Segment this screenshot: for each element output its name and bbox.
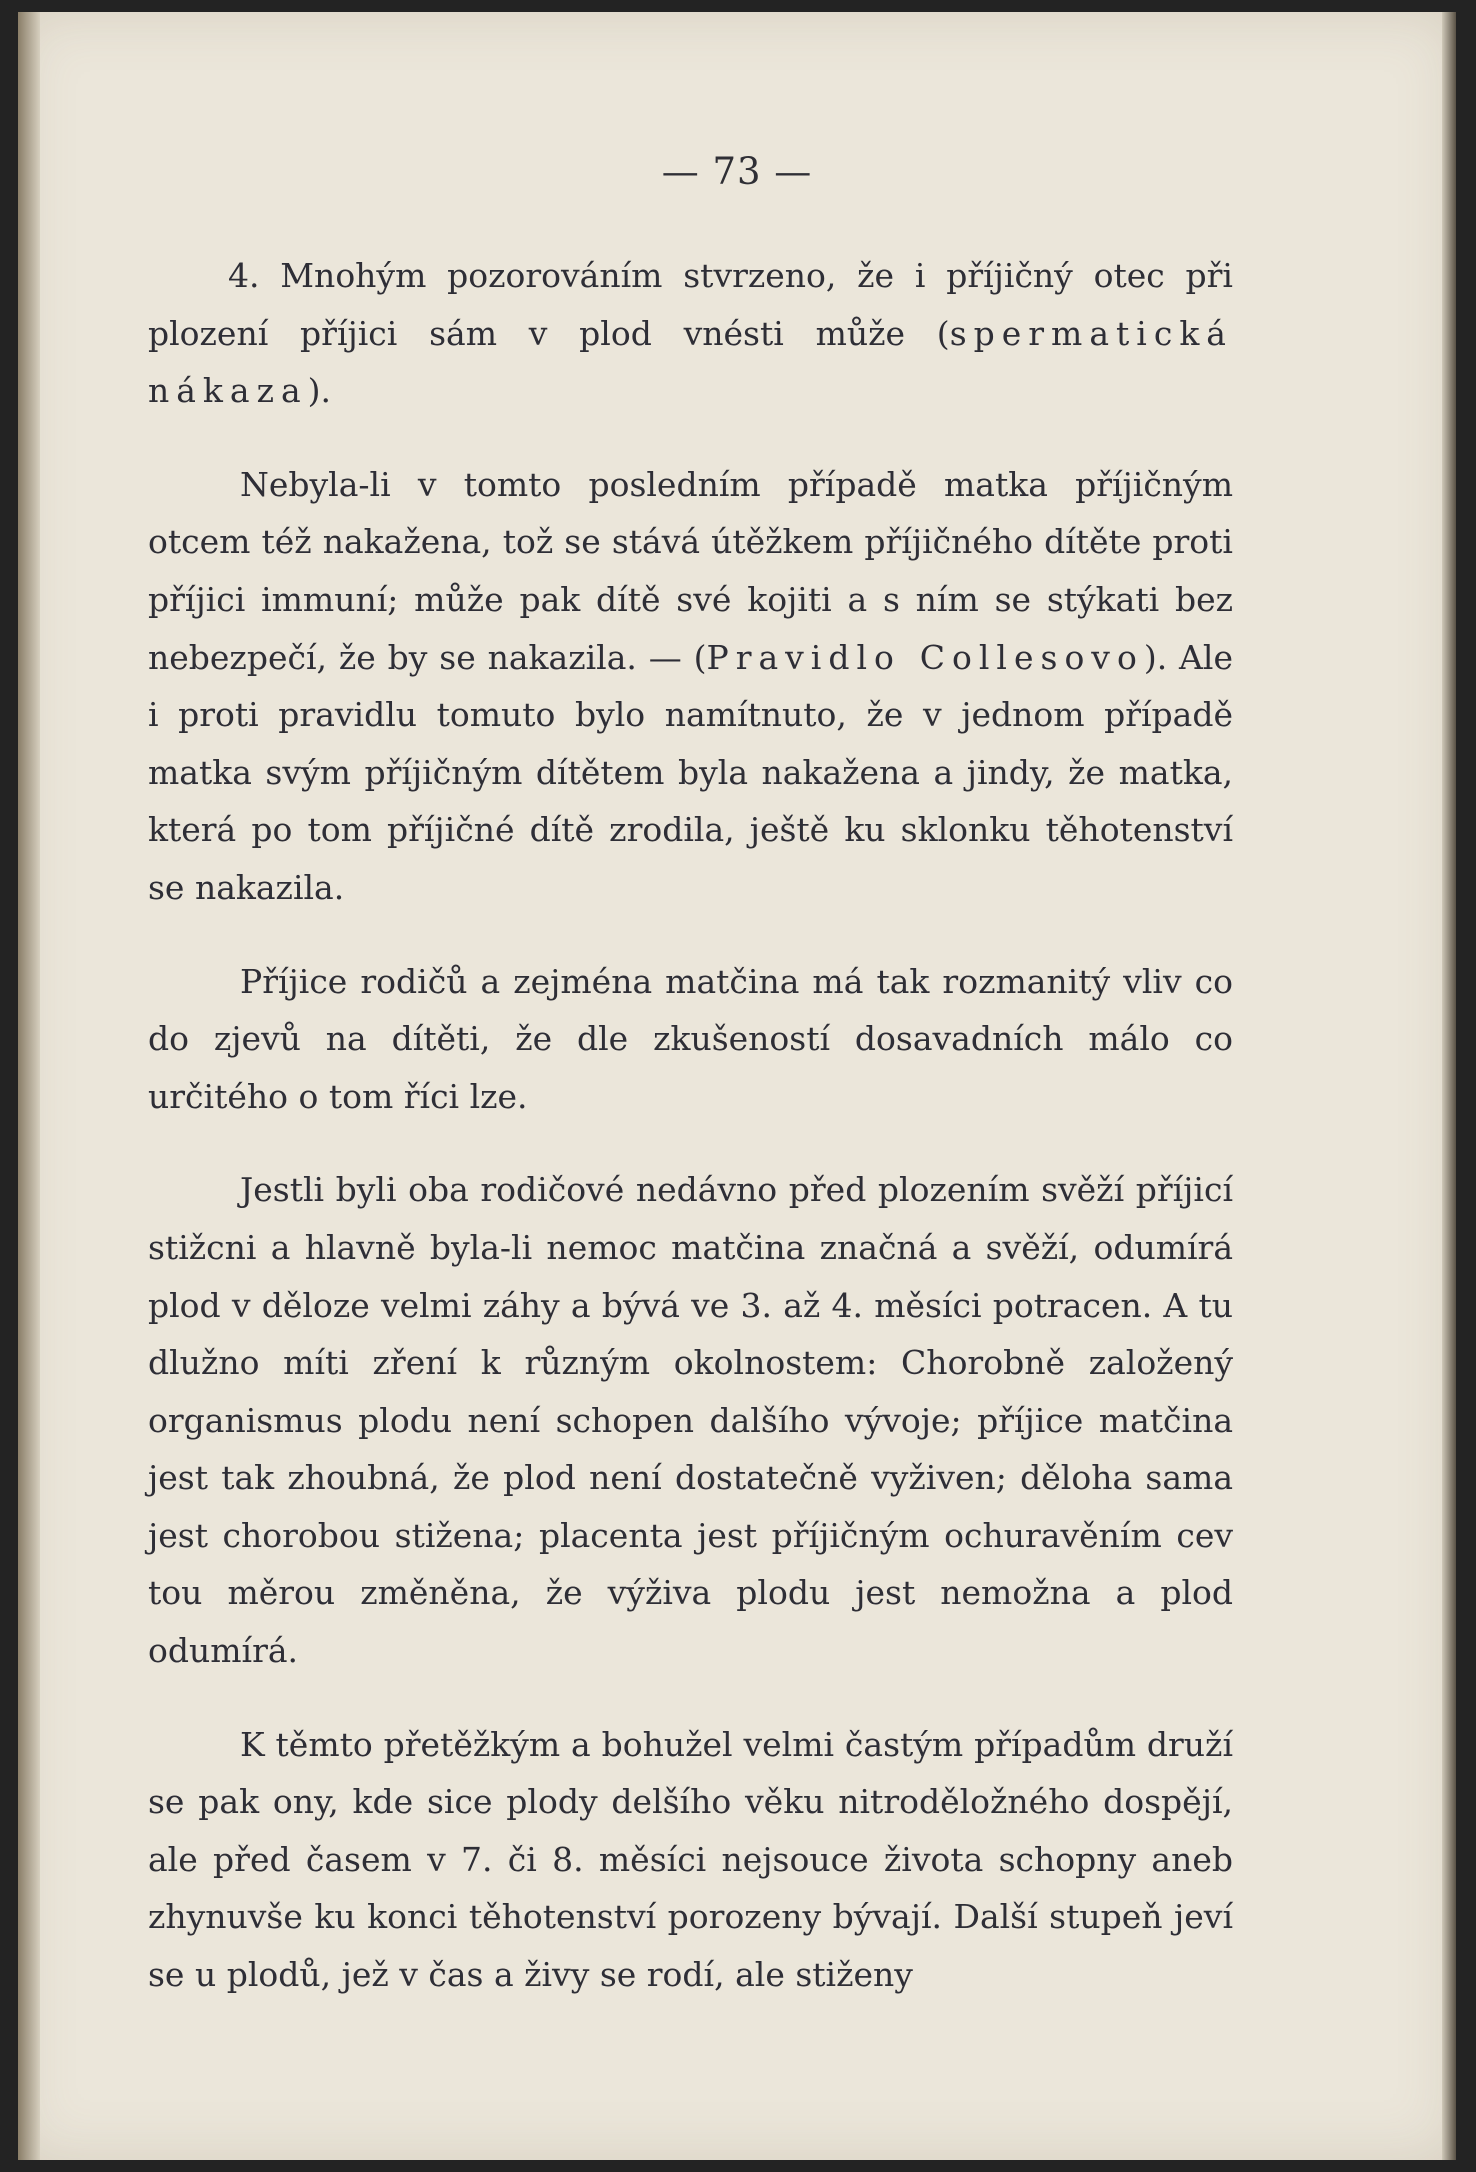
paragraph-4: Jestli byli oba rodičové nedávno před plozením svěží příjicí stižcni a hlavně byla-li nemoc matčina značná a svěží, odumírá plod v děloze velmi záhy a bývá ve 3. až 4. měsíci potracen. A tu dlužno míti zření k různým okolnostem: Chorobně založený organismus plodu není schopen dalšího vývoje; příjice matčina jest tak zhoubná, že plod není dostatečně vyživen; děloha sama jest chorobou stižena; placenta jest příjičným ochuravěním cev tou měrou změněna, že výživa plodu jest nemožna a plod odumírá. bbox=[148, 1170, 1233, 1671]
page-gutter bbox=[18, 12, 40, 2160]
body-text bbox=[148, 247, 1233, 2004]
paragraph-3: Příjice rodičů a zejména matčina má tak rozmanitý vliv co do zjevů na dítěti, že dle zkušeností dosavadních málo co určitého o tom říci lze. bbox=[148, 961, 1233, 1116]
paragraph-1 bbox=[148, 247, 1233, 420]
book-page bbox=[18, 12, 1456, 2160]
paragraph-1-text: 4. Mnohým pozorováním stvrzeno, že i příjičný otec při plození příjici sám v plod vnésti může ( bbox=[148, 256, 1233, 353]
paragraph-1-end: ). bbox=[307, 371, 332, 411]
paragraph-2-end: ). Ale i proti pravidlu tomuto bylo namítnuto, že v jednom případě matka svým příjičným dítětem byla nakažena a jindy, že matka, která po tom příjičné dítě zrodila, ještě ku sklonku těhotenství se nakazila. bbox=[148, 637, 1233, 907]
paragraph-2 bbox=[148, 456, 1233, 917]
page-edge bbox=[1442, 12, 1456, 2160]
paragraph-2-text: Nebyla-li v tomto posledním případě matka příjičným otcem též nakažena, tož se stává útěžkem příjičného dítěte proti příjici immuní; může pak dítě své kojiti a s ním se stýkati bez nebezpečí, že by se nakazila. — ( bbox=[148, 464, 1233, 677]
spaced-term-spermaticka-nakaza: spermatická nákaza bbox=[148, 313, 1233, 411]
page-number: — 73 — bbox=[661, 150, 813, 193]
paragraph-5: K těmto přetěžkým a bohužel velmi častým případům druží se pak ony, kde sice plody delšího věku nitroděložného dospějí, ale před časem v 7. či 8. měsíci nejsouce života schopny aneb zhynuvše ku konci těhotenství porozeny bývají. Další stupeň jeví se u plodů, jež v čas a živy se rodí, ale stiženy bbox=[148, 1724, 1233, 1995]
spaced-term-pravidlo-collesovo: Pravidlo Collesovo bbox=[706, 637, 1144, 677]
